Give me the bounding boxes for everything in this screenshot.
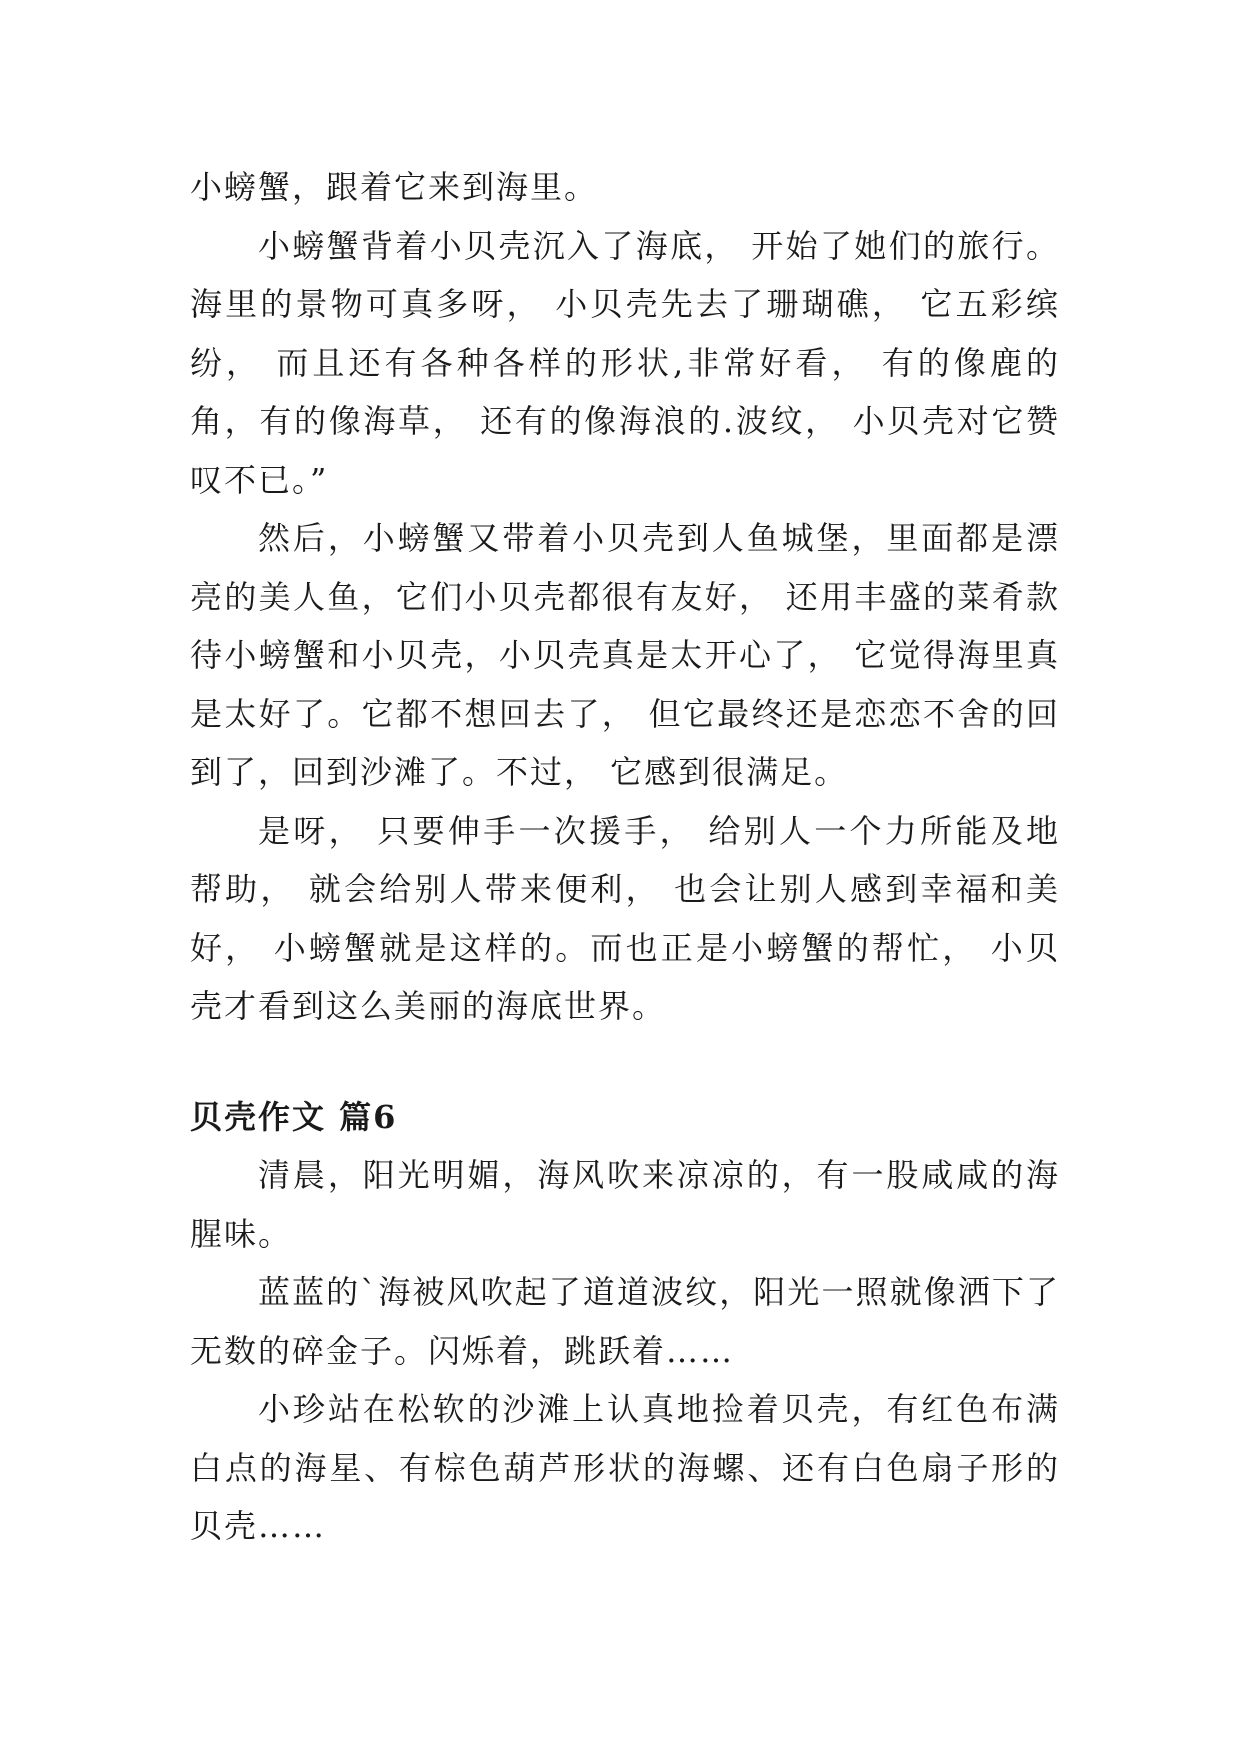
document-body <box>190 158 1060 1556</box>
paragraph-morning: 清晨，阳光明媚，海风吹来凉凉的，有一股咸咸的海腥味。 <box>190 1156 1060 1253</box>
paragraph-undersea-journey: 小螃蟹背着小贝壳沉入了海底， 开始了她们的旅行。海里的景物可真多呀， 小贝壳先去了珊瑚礁， 它五彩缤纷， 而且还有各种各样的形状,非常好看， 有的像鹿的角，有的像海草， 还有的像海浪的.波纹， 小贝壳对它赞叹不已。” <box>190 226 1060 499</box>
paragraph-continuation: 小螃蟹，跟着它来到海里。 <box>190 168 599 206</box>
paragraph-blue-sea: 蓝蓝的`海被风吹起了道道波纹，阳光一照就像洒下了无数的碎金子。闪烁着，跳跃着…… <box>190 1273 1060 1370</box>
paragraph-moral: 是呀， 只要伸手一次援手， 给别人一个力所能及地帮助， 就会给别人带来便利， 也会让别人感到幸福和美好， 小螃蟹就是这样的。而也正是小螃蟹的帮忙， 小贝壳才看到这么美丽的海底世界。 <box>190 811 1060 1025</box>
section-heading: 贝壳作文 篇6 <box>190 1097 398 1136</box>
paragraph-mermaid-castle: 然后，小螃蟹又带着小贝壳到人鱼城堡，里面都是漂亮的美人鱼，它们小贝壳都很有友好， 还用丰盛的菜肴款待小螃蟹和小贝壳，小贝壳真是太开心了， 它觉得海里真是太好了。它都不想回去了， 但它最终还是恋恋不舍的回到了，回到沙滩了。不过， 它感到很满足。 <box>190 519 1060 791</box>
paragraph-collecting-shells: 小珍站在松软的沙滩上认真地捡着贝壳，有红色布满白点的海星、有棕色葫芦形状的海螺、还有白色扇子形的贝壳…… <box>190 1390 1060 1545</box>
